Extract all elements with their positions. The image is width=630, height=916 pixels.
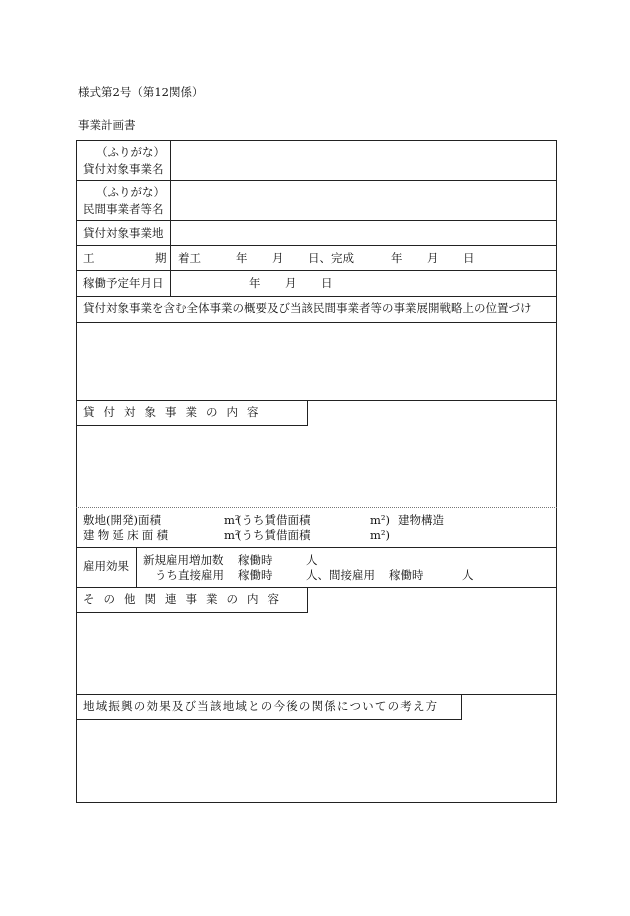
indirect-hire-hours-label: 稼働時 [389, 568, 424, 582]
row-divider [76, 245, 557, 246]
new-hire-hours-label: 稼働時 [238, 553, 273, 567]
employment-label: 雇用効果 [83, 559, 129, 573]
direct-hire-hours-label: 稼働時 [238, 568, 273, 582]
indirect-hire-label: 人、間接雇用 [306, 568, 375, 582]
floor-rental-close: m²) [370, 528, 391, 542]
row-divider [76, 180, 557, 181]
period-day-2: 日 [463, 251, 475, 265]
site-rental-open: (うち賃借面積 [237, 513, 311, 527]
row-divider [76, 270, 557, 271]
period-label-b: 期 [155, 251, 167, 265]
new-hire-person: 人 [306, 553, 318, 567]
operation-month: 月 [285, 276, 297, 290]
row-divider [76, 322, 557, 323]
dotted-divider [76, 507, 557, 508]
period-day-complete: 日、完成 [308, 251, 354, 265]
operation-day: 日 [321, 276, 333, 290]
floor-area-unit: m² [224, 528, 240, 542]
operation-date-label: 稼働予定年月日 [83, 276, 164, 290]
site-rental-close: m²) [370, 513, 391, 527]
employment-label-divider [136, 547, 137, 587]
floor-area-label: 建物延床面積 [83, 528, 172, 542]
period-month: 月 [272, 251, 284, 265]
target-name-furigana: （ふりがな） [96, 145, 165, 159]
regional-label: 地域振興の効果及び当該地域との今後の関係についての考え方 [83, 699, 439, 713]
document-title: 事業計画書 [78, 118, 136, 132]
operator-name-furigana: （ふりがな） [96, 185, 165, 199]
overview-label: 貸付対象事業を含む全体事業の概要及び当該民間事業者等の事業展開戦略上の位置づけ [83, 301, 532, 315]
row-divider [76, 547, 557, 548]
related-label: その他関連事業の内容 [83, 592, 288, 606]
period-year: 年 [236, 251, 248, 265]
form-number: 様式第2号（第12関係） [78, 85, 204, 99]
indirect-hire-person: 人 [462, 568, 474, 582]
new-hire-label: 新規雇用増加数 [143, 553, 224, 567]
target-name-label: 貸付対象事業名 [83, 162, 164, 176]
site-area-label: 敷地(開発)面積 [83, 513, 161, 527]
operator-name-label: 民間事業者等名 [83, 202, 164, 216]
row-divider [76, 296, 557, 297]
floor-rental-open: (うち賃借面積 [237, 528, 311, 542]
location-label: 貸付対象事業地 [83, 226, 164, 240]
direct-hire-label: うち直接雇用 [155, 568, 224, 582]
period-start-word: 着工 [178, 251, 201, 265]
operation-year: 年 [249, 276, 261, 290]
content-label: 貸付対象事業の内容 [83, 405, 268, 419]
period-month-2: 月 [427, 251, 439, 265]
structure-label: 建物構造 [398, 513, 444, 527]
period-label-a: 工 [83, 251, 95, 265]
label-column-divider [170, 140, 171, 296]
site-area-unit: m² [224, 513, 240, 527]
row-divider [76, 220, 557, 221]
period-year-2: 年 [391, 251, 403, 265]
